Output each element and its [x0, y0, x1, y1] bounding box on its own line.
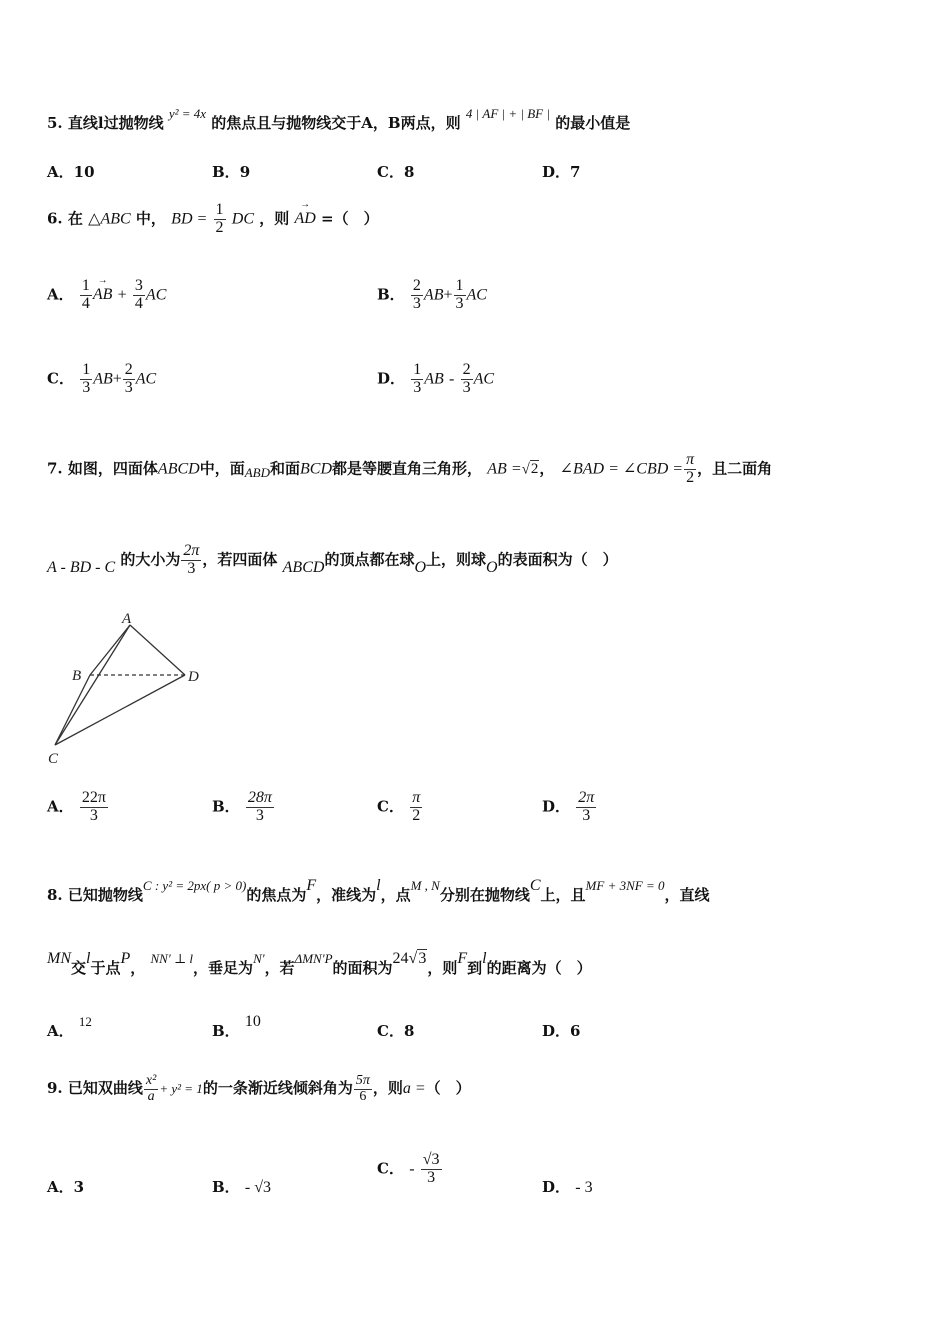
- q6-eq-rhs: DC: [231, 210, 254, 228]
- q8-option-a[interactable]: A． 12: [47, 1014, 92, 1040]
- vertex-c-label: C: [48, 751, 59, 767]
- edge-cd: [55, 675, 185, 745]
- q7-text-7: 的大小为: [120, 550, 181, 569]
- q6-option-a[interactable]: A． $\frac{1}{4}$ → AB + $\frac{3}{4}$ AC: [47, 278, 166, 313]
- q7-sphere-o-2: O: [486, 559, 498, 577]
- q8-text-9: 于点: [90, 959, 121, 977]
- q7-text-6: ，且二面角: [697, 459, 773, 478]
- q7-sphere-o: O: [414, 559, 427, 577]
- q6-option-b[interactable]: B． $\frac{2}{3}$ AB+ $\frac{1}{3}$ AC: [377, 277, 487, 312]
- vertex-a-label: A: [122, 611, 132, 627]
- q7-ab: AB =: [487, 460, 522, 478]
- q7-text-10: 上，则球: [426, 550, 487, 569]
- q7-option-c[interactable]: C． $\frac{\pi}{2}$: [377, 789, 421, 824]
- edge-ad: [130, 625, 185, 675]
- q9-angle-frac: $\frac{5\pi}{6}$: [355, 1073, 370, 1104]
- q8-text-5: 分别在抛物线: [439, 886, 530, 904]
- q8-text-15: 到: [467, 959, 483, 977]
- q7-text-11: 的表面积为（ ）: [497, 550, 618, 569]
- q7-text-5: ，: [539, 459, 555, 478]
- q9-option-d[interactable]: D． - 3: [542, 1178, 593, 1196]
- q7-angle-frac: $\frac{\pi}{2}$: [686, 451, 695, 486]
- q8-text-14: ，则: [427, 959, 458, 977]
- q8-text-12: ，若: [264, 959, 295, 977]
- q7-ab-sqrt: √2: [521, 461, 539, 478]
- q8-text-3: ，准线为: [316, 886, 377, 904]
- q9-option-c[interactable]: C． - $\frac{√3}{3}$: [377, 1151, 440, 1186]
- q9-hyperbola-frac: $\frac{\text{x²}}{a}$: [145, 1073, 157, 1104]
- q7-face-abd: ABD: [244, 465, 270, 481]
- question-8-line-2: [47, 950, 592, 978]
- q6-option-d[interactable]: D． $\frac{1}{3}$ AB - $\frac{2}{3}$ AC: [377, 361, 495, 396]
- q8-number: 8.: [47, 886, 63, 904]
- q7-text-3: 和面: [270, 459, 301, 478]
- q7-tetrahedron-2: ABCD: [282, 559, 325, 577]
- q6-text-2: 中，: [135, 209, 166, 228]
- q7-option-a[interactable]: A． $\frac{22\pi}{3}$: [47, 789, 106, 824]
- q8-option-d[interactable]: D．6: [542, 1022, 581, 1040]
- edge-ac: [55, 625, 130, 745]
- question-5: [47, 106, 631, 133]
- q9-eq-rest: + y² = 1: [159, 1081, 203, 1097]
- q9-text-2: 的一条渐近线倾斜角为: [202, 1079, 353, 1098]
- q7-angle-eq: ∠BAD = ∠CBD =: [559, 460, 684, 478]
- q8-option-b[interactable]: B． 10: [212, 1013, 261, 1040]
- q8-text-10: ，: [130, 959, 146, 977]
- q8-text-8: 交: [71, 959, 87, 977]
- q7-text-1: 如图，四面体: [67, 459, 158, 478]
- q5-text-2: 的焦点且与抛物线交于A，B两点，则: [211, 114, 461, 132]
- edge-bc: [55, 675, 90, 745]
- q8-option-c[interactable]: C．8: [377, 1022, 415, 1040]
- q7-text-4: 都是等腰直角三角形，: [332, 459, 483, 478]
- q9-number: 9.: [47, 1079, 63, 1098]
- q8-text-13: 的面积为: [332, 959, 393, 977]
- q6-eq-coef: $\frac{1}{2}$: [215, 201, 224, 236]
- q8-text-6: 上，且: [540, 886, 586, 904]
- q7-text-8: ，若四面体: [202, 550, 278, 569]
- q7-option-d[interactable]: D． $\frac{2\pi}{3}$: [542, 789, 595, 824]
- question-7-line-2: [47, 543, 618, 578]
- q8-directrix-l-3: l: [482, 950, 487, 967]
- question-7-line-1: [47, 452, 772, 487]
- q8-text-7: ，直线: [664, 886, 710, 904]
- q5-text-1: 直线l过抛物线: [67, 114, 164, 132]
- q7-dihedral: A - BD - C: [47, 559, 116, 577]
- q7-number: 7.: [47, 459, 63, 478]
- question-9: [47, 1074, 471, 1104]
- q9-text-4: （ ）: [425, 1079, 471, 1098]
- vertex-b-label: B: [72, 668, 82, 684]
- q8-focus-f: F: [306, 877, 317, 894]
- question-6: [47, 202, 379, 237]
- q6-text-1: 在: [67, 209, 83, 228]
- q6-eq-lhs: BD =: [171, 210, 208, 228]
- q8-area: 24√3: [392, 950, 427, 967]
- q9-option-a[interactable]: A．3: [47, 1178, 85, 1196]
- q7-size-frac: $\frac{2\pi}{3}$: [183, 542, 200, 577]
- q6-option-c[interactable]: C． $\frac{1}{3}$ AB+ $\frac{2}{3}$ AC: [47, 361, 157, 396]
- q8-text-11: ，垂足为: [193, 959, 254, 977]
- q6-vector-ad: → AD: [294, 210, 315, 228]
- question-8-line-1: [47, 877, 710, 905]
- q8-parabola-equation: C : y² = 2px( p > 0): [142, 878, 247, 893]
- q7-tetrahedron: ABCD: [157, 460, 200, 478]
- q8-directrix-l-2: l: [86, 950, 91, 967]
- q5-option-b[interactable]: B．9: [212, 163, 251, 181]
- q5-option-d[interactable]: D．7: [542, 163, 581, 181]
- q9-text-3: ，则: [372, 1079, 403, 1098]
- q8-triangle: ΔMN′P: [294, 951, 333, 966]
- q6-text-4: =（ ）: [321, 209, 379, 228]
- q7-tetrahedron-figure: [40, 605, 220, 775]
- q7-option-b[interactable]: B． $\frac{28\pi}{3}$: [212, 789, 272, 824]
- q9-a-eq: a =: [402, 1080, 426, 1098]
- q8-perpendicular: NN′ ⊥ l: [150, 951, 194, 966]
- edge-ab: [90, 625, 130, 675]
- q8-text-1: 已知抛物线: [67, 886, 143, 904]
- q8-text-4: ，点: [380, 886, 411, 904]
- q6-triangle: △ABC: [88, 210, 131, 228]
- q8-parabola-c: C: [529, 877, 541, 894]
- q9-text-1: 已知双曲线: [67, 1079, 143, 1098]
- q8-directrix-l: l: [376, 877, 381, 894]
- q8-text-16: 的距离为（ ）: [486, 959, 592, 977]
- q6-text-3: ，则: [259, 209, 290, 228]
- q6-number: 6.: [47, 209, 63, 228]
- q8-text-2: 的焦点为: [246, 886, 307, 904]
- q8-vector-eq: MF + 3NF = 0: [585, 878, 665, 893]
- q8-points-mn: M , N: [410, 878, 440, 893]
- vertex-d-label: D: [188, 669, 199, 685]
- q7-face-bcd: BCD: [300, 460, 333, 478]
- q8-point-p: P: [120, 950, 131, 967]
- q9-option-b[interactable]: B． - √3: [212, 1178, 272, 1196]
- q8-line-mn: MN: [47, 950, 71, 967]
- q7-text-9: 的顶点都在球: [324, 550, 415, 569]
- q5-option-c[interactable]: C．8: [377, 163, 415, 181]
- q5-text-3: 的最小值是: [555, 114, 631, 132]
- q5-expression: 4 | AF | + | BF |: [465, 106, 550, 121]
- q8-foot-n: N′: [253, 951, 265, 966]
- q5-parabola-equation: y² = 4x: [168, 106, 207, 121]
- q7-text-2: 中，面: [199, 459, 245, 478]
- q5-number: 5.: [47, 114, 63, 132]
- q8-focus-f-2: F: [457, 950, 468, 967]
- q5-option-a[interactable]: A．10: [47, 163, 95, 181]
